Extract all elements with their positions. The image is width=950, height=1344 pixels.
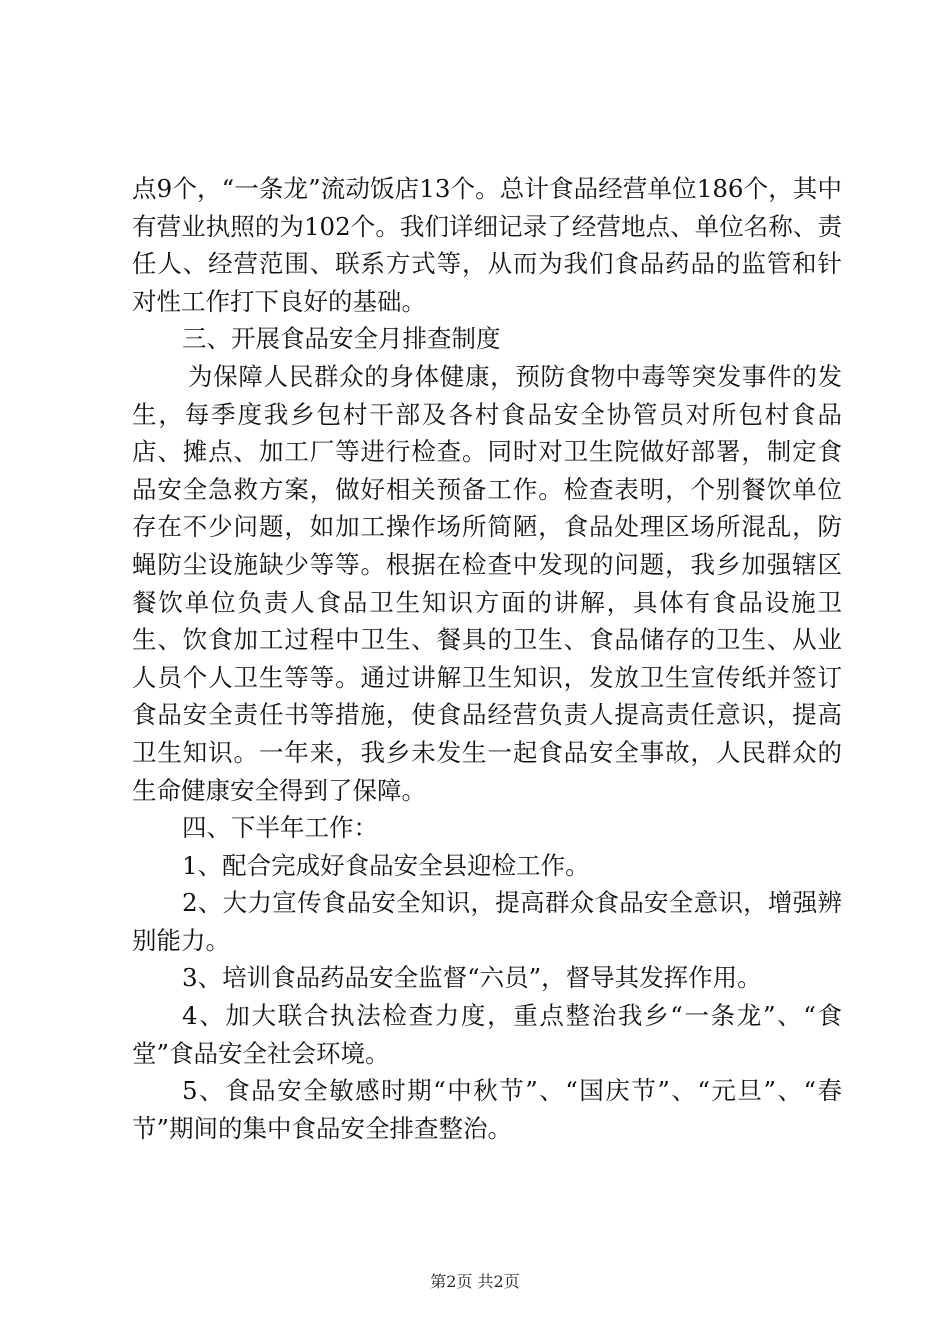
work-item-3: 3、培训食品药品安全监督“六员”，督导其发挥作用。 (182, 963, 762, 993)
work-item-5: 5、食品安全敏感时期“中秋节”、“国庆节”、“元旦”、“春节”期间的集中食品安全排查整治。 (132, 1076, 842, 1143)
paragraph-inspection-details: 为保障人民群众的身体健康，预防食物中毒等突发事件的发生，每季度我乡包村干部及各村食品安全协管员对所包村食品店、摊点、加工厂等进行检查。同时对卫生院做好部署，制定食品安全急救方案，做好相关预备工作。检查表明，个别餐饮单位存在不少问题，如加工操作场所简陋，食品处理区场所混乱，防蝇防尘设施缺少等等。根据在检查中发现的问题，我乡加强辖区餐饮单位负责人食品卫生知识方面的讲解，具体有食品设施卫生、饮食加工过程中卫生、餐具的卫生、食品储存的卫生、从业人员个人卫生等等。通过讲解卫生知识，发放卫生宣传纸并签订食品安全责任书等措施，使食品经营负责人提高责任意识，提高卫生知识。一年来，我乡未发生一起食品安全事故，人民群众的生命健康安全得到了保障。 (132, 361, 842, 805)
paragraph-registration-summary: 点9个，“一条龙”流动饭店13个。总计食品经营单位186个，其中有营业执照的为102个。我们详细记录了经营地点、单位名称、责任人、经营范围、联系方式等，从而为我们食品药品的监管和针对性工作打下良好的基础。 (132, 174, 842, 316)
section-heading-safety-inspection: 三、开展食品安全月排查制度 (182, 324, 501, 354)
work-item-4: 4、加大联合执法检查力度，重点整治我乡“一条龙”、“食堂”食品安全社会环境。 (132, 1001, 842, 1068)
document-body (132, 170, 842, 1147)
work-item-2: 2、大力宣传食品安全知识，提高群众食品安全意识，增强辨别能力。 (132, 888, 842, 955)
work-item-1: 1、配合完成好食品安全县迎检工作。 (182, 850, 590, 880)
page-footer: 第2页 共2页 (430, 1272, 520, 1291)
section-heading-second-half-work: 四、下半年工作： (182, 813, 378, 843)
